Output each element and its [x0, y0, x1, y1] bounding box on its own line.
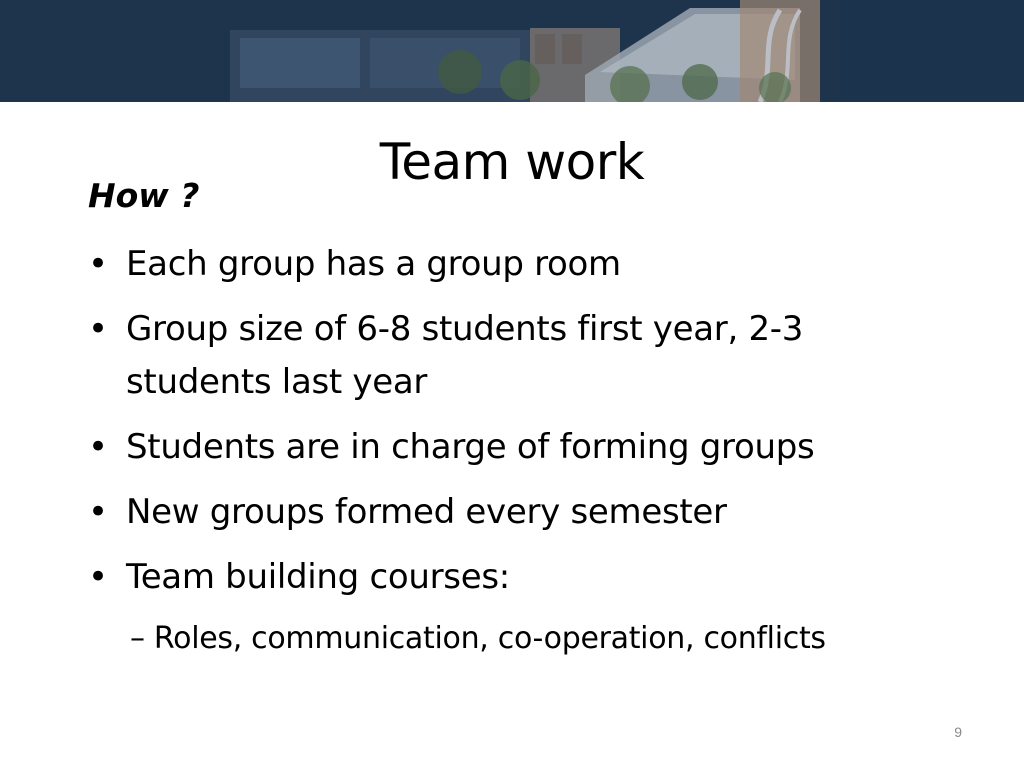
bullet-item: [88, 238, 928, 291]
bullet-list: [88, 238, 928, 616]
bullet-text: Each group has a group room: [126, 244, 621, 284]
header-banner-image: [0, 0, 1024, 102]
bullet-item: [88, 486, 928, 539]
campus-building-photo: [0, 0, 1024, 102]
bullet-text: Team building courses:: [126, 557, 510, 597]
page-number: 9: [954, 724, 962, 740]
bullet-item: [88, 421, 928, 474]
bullet-text: New groups formed every semester: [126, 492, 727, 532]
bullet-marker: •: [88, 557, 108, 597]
bullet-marker: •: [88, 309, 108, 349]
sub-bullet-text: – Roles, communication, co-operation, conflicts: [130, 621, 826, 656]
bullet-item: [88, 303, 928, 409]
bullet-text: Group size of 6-8 students first year, 2-3 students last year: [126, 309, 804, 402]
bullet-item: [88, 551, 928, 604]
bullet-text: Students are in charge of forming groups: [126, 427, 815, 467]
bullet-marker: •: [88, 427, 108, 467]
slide-title: Team work: [379, 133, 645, 191]
bullet-marker: •: [88, 492, 108, 532]
bullet-marker: •: [88, 244, 108, 284]
slide-subheading: How ?: [88, 176, 200, 215]
